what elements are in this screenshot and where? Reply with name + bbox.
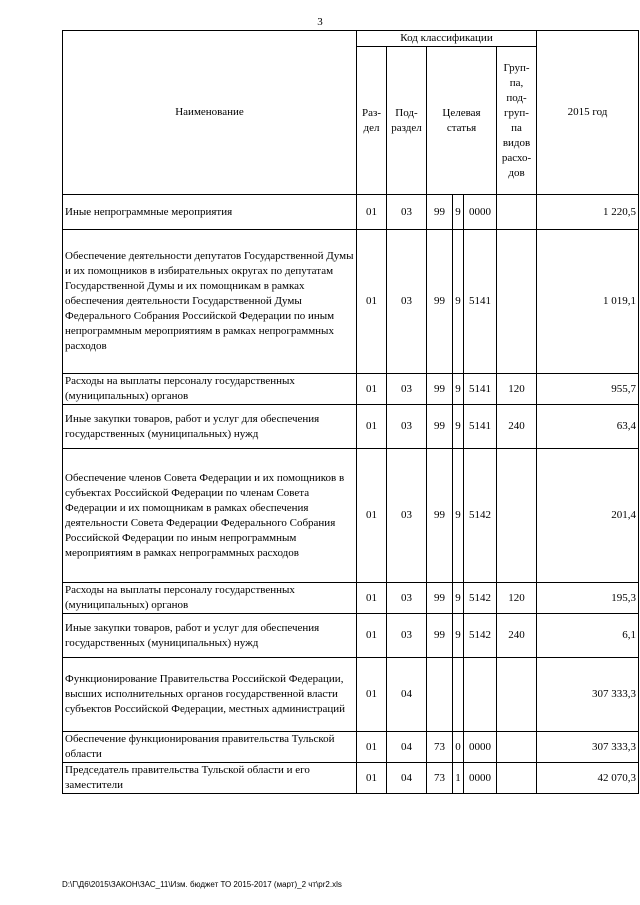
row-section: 01 — [357, 230, 387, 374]
table-row — [63, 405, 639, 449]
row-subsection: 03 — [387, 405, 427, 449]
page-number: 3 — [317, 16, 323, 28]
table-row — [63, 658, 639, 732]
row-target-direction: 0000 — [464, 732, 497, 763]
row-target-subprogram: 9 — [453, 195, 464, 230]
row-target-direction: 5142 — [464, 449, 497, 583]
row-target-subprogram: 9 — [453, 614, 464, 658]
row-section: 01 — [357, 732, 387, 763]
row-expense-type — [497, 732, 537, 763]
table-row — [63, 449, 639, 583]
row-target-program: 99 — [427, 614, 453, 658]
table-row — [63, 230, 639, 374]
row-target-direction: 5142 — [464, 583, 497, 614]
row-amount: 6,1 — [537, 614, 639, 658]
row-amount: 307 333,3 — [537, 732, 639, 763]
row-name: Обеспечение деятельности депутатов Государственной Думы и их помощников в избирательных округах по депутатам Государственной Думы и их помощникам в рамках обеспечения деятельности Государственной Думы Федерального Собрания Российской Федерации по иным непрограммным мероприятиям в рамках непрограммных расходов — [63, 230, 357, 374]
row-section: 01 — [357, 405, 387, 449]
row-section: 01 — [357, 658, 387, 732]
header-target: Целевая статья — [427, 47, 497, 195]
budget-table — [62, 30, 639, 794]
row-target-program: 99 — [427, 583, 453, 614]
row-name: Иные закупки товаров, работ и услуг для обеспечения государственных (муниципальных) нужд — [63, 614, 357, 658]
row-target-program — [427, 658, 453, 732]
row-subsection: 03 — [387, 230, 427, 374]
row-section: 01 — [357, 614, 387, 658]
header-classification: Код классификации — [357, 31, 537, 47]
header-group: Груп- па, под- груп- па видов расхо- дов — [497, 47, 537, 195]
row-expense-type: 120 — [497, 583, 537, 614]
header-year: 2015 год — [537, 31, 639, 195]
row-amount: 195,3 — [537, 583, 639, 614]
row-subsection: 04 — [387, 732, 427, 763]
row-target-program: 99 — [427, 449, 453, 583]
row-target-subprogram: 9 — [453, 374, 464, 405]
row-name: Функционирование Правительства Российской Федерации, высших исполнительных органов государственной власти субъектов Российской Федерации, местных администраций — [63, 658, 357, 732]
row-amount: 307 333,3 — [537, 658, 639, 732]
row-amount: 201,4 — [537, 449, 639, 583]
row-target-direction: 5142 — [464, 614, 497, 658]
row-target-subprogram: 1 — [453, 763, 464, 794]
row-expense-type — [497, 658, 537, 732]
table-row — [63, 195, 639, 230]
row-expense-type — [497, 763, 537, 794]
table-row — [63, 614, 639, 658]
row-name: Обеспечение членов Совета Федерации и их помощников в субъектах Российской Федерации по членам Совета Федерации и их помощникам в рамках обеспечения деятельности Совета Федерации Федерального Собрания Российской Федерации по иным непрограммным мероприятиям в рамках непрограммных расходов — [63, 449, 357, 583]
row-target-subprogram: 9 — [453, 230, 464, 374]
row-expense-type: 240 — [497, 405, 537, 449]
row-name: Иные закупки товаров, работ и услуг для обеспечения государственных (муниципальных) нужд — [63, 405, 357, 449]
row-amount: 42 070,3 — [537, 763, 639, 794]
row-target-direction — [464, 658, 497, 732]
row-target-program: 99 — [427, 195, 453, 230]
row-target-program: 73 — [427, 763, 453, 794]
table-row — [63, 763, 639, 794]
row-subsection: 03 — [387, 374, 427, 405]
row-expense-type — [497, 449, 537, 583]
table-row — [63, 374, 639, 405]
row-section: 01 — [357, 374, 387, 405]
row-expense-type: 120 — [497, 374, 537, 405]
header-name: Наименование — [63, 31, 357, 195]
row-amount: 1 220,5 — [537, 195, 639, 230]
row-amount: 955,7 — [537, 374, 639, 405]
row-target-direction: 0000 — [464, 763, 497, 794]
row-target-program: 99 — [427, 230, 453, 374]
row-target-program: 99 — [427, 405, 453, 449]
row-target-direction: 0000 — [464, 195, 497, 230]
row-expense-type — [497, 230, 537, 374]
table-row — [63, 583, 639, 614]
row-subsection: 04 — [387, 658, 427, 732]
row-subsection: 03 — [387, 195, 427, 230]
row-amount: 1 019,1 — [537, 230, 639, 374]
row-target-subprogram: 9 — [453, 405, 464, 449]
row-name: Расходы на выплаты персоналу государственных (муниципальных) органов — [63, 374, 357, 405]
table-row — [63, 732, 639, 763]
row-subsection: 04 — [387, 763, 427, 794]
row-subsection: 03 — [387, 614, 427, 658]
header-section: Раз- дел — [357, 47, 387, 195]
row-amount: 63,4 — [537, 405, 639, 449]
row-target-program: 73 — [427, 732, 453, 763]
row-expense-type — [497, 195, 537, 230]
row-target-direction: 5141 — [464, 374, 497, 405]
row-target-subprogram: 9 — [453, 583, 464, 614]
row-target-subprogram: 0 — [453, 732, 464, 763]
row-target-subprogram — [453, 658, 464, 732]
row-target-direction: 5141 — [464, 405, 497, 449]
row-section: 01 — [357, 195, 387, 230]
row-target-subprogram: 9 — [453, 449, 464, 583]
row-section: 01 — [357, 449, 387, 583]
row-subsection: 03 — [387, 583, 427, 614]
row-name: Расходы на выплаты персоналу государственных (муниципальных) органов — [63, 583, 357, 614]
row-name: Обеспечение функционирования правительства Тульской области — [63, 732, 357, 763]
row-name: Председатель правительства Тульской области и его заместители — [63, 763, 357, 794]
row-target-direction: 5141 — [464, 230, 497, 374]
row-name: Иные непрограммные мероприятия — [63, 195, 357, 230]
table-body — [63, 195, 639, 794]
row-section: 01 — [357, 583, 387, 614]
footer-path: D:\Г\Д6\2015\ЗАКОН\ЗАС_11\Изм. бюджет ТО 2015-2017 (март)_2 чт\pr2.xls — [62, 880, 342, 889]
row-section: 01 — [357, 763, 387, 794]
header-subsection: Под- раздел — [387, 47, 427, 195]
row-expense-type: 240 — [497, 614, 537, 658]
row-subsection: 03 — [387, 449, 427, 583]
row-target-program: 99 — [427, 374, 453, 405]
